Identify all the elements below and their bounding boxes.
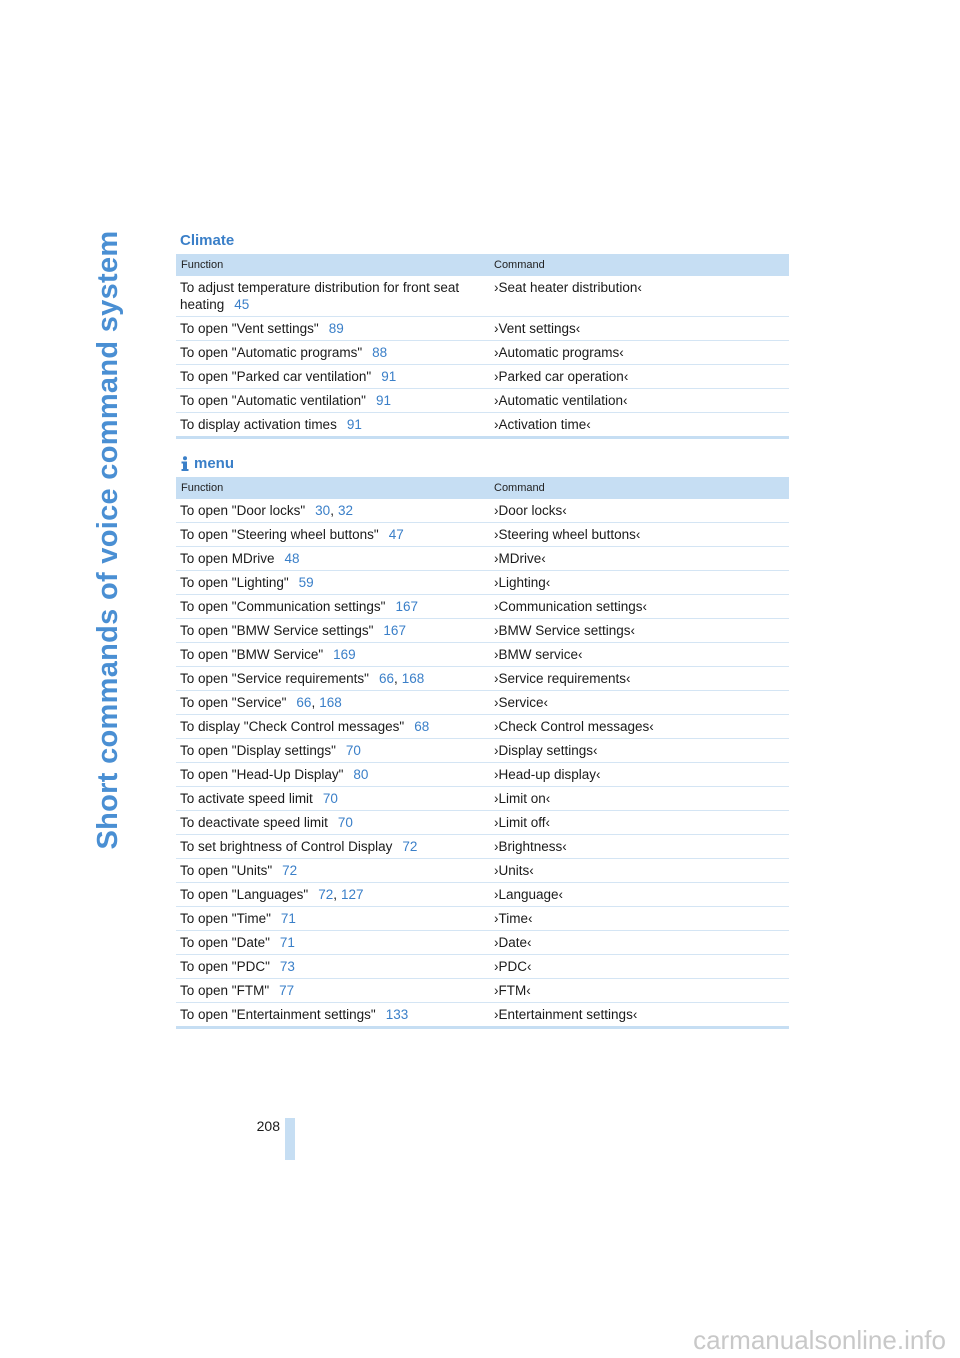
- imenu-table-body: [176, 499, 789, 1028]
- function-cell: [176, 523, 490, 547]
- page-reference-link[interactable]: 71: [280, 911, 296, 926]
- table-row: [176, 643, 789, 667]
- function-text: To set brightness of Control Display: [180, 839, 393, 854]
- function-cell: [176, 835, 490, 859]
- function-cell: [176, 811, 490, 835]
- table-row: [176, 389, 789, 413]
- table-row: [176, 811, 789, 835]
- page-reference-link[interactable]: 70: [337, 815, 353, 830]
- table-row: [176, 955, 789, 979]
- page-reference-link[interactable]: 169: [333, 647, 356, 662]
- command-cell: ›Service‹: [490, 691, 789, 715]
- function-cell: [176, 619, 490, 643]
- function-cell: [176, 715, 490, 739]
- function-text: To open "Head-Up Display": [180, 767, 344, 782]
- function-cell: [176, 763, 490, 787]
- page-ref-separator: ,: [333, 887, 337, 902]
- table-row: [176, 907, 789, 931]
- function-cell: [176, 691, 490, 715]
- page-reference-link[interactable]: 73: [279, 959, 295, 974]
- page-reference-link[interactable]: 66: [296, 695, 312, 710]
- command-cell: ›Activation time‹: [490, 413, 789, 438]
- command-cell: ›Door locks‹: [490, 499, 789, 523]
- command-cell: ›Language‹: [490, 883, 789, 907]
- function-text: To open "Date": [180, 935, 270, 950]
- page-reference-link[interactable]: 168: [401, 671, 425, 686]
- page-reference-link[interactable]: 47: [388, 527, 404, 542]
- function-cell: [176, 413, 490, 438]
- table-row: [176, 931, 789, 955]
- imenu-title: [176, 451, 789, 477]
- command-cell: ›Entertainment settings‹: [490, 1003, 789, 1028]
- page-number: 208: [256, 1118, 280, 1134]
- function-text: To open "Entertainment settings": [180, 1007, 376, 1022]
- climate-section: [176, 228, 789, 439]
- function-cell: [176, 907, 490, 931]
- function-text: To open "Units": [180, 863, 273, 878]
- function-text: To open "Automatic programs": [180, 345, 363, 360]
- command-cell: ›Lighting‹: [490, 571, 789, 595]
- function-cell: [176, 571, 490, 595]
- function-cell: [176, 643, 490, 667]
- page-reference-link[interactable]: 80: [353, 767, 369, 782]
- table-row: [176, 787, 789, 811]
- page-number-bar: [285, 1118, 295, 1160]
- page-ref-separator: ,: [393, 671, 398, 686]
- function-cell: [176, 667, 490, 691]
- function-cell: [176, 883, 490, 907]
- column-header-function: Function: [176, 477, 490, 499]
- table-row: [176, 883, 789, 907]
- imenu-title-text: menu: [194, 455, 235, 472]
- page-reference-link[interactable]: 48: [284, 551, 300, 566]
- command-cell: ›Time‹: [490, 907, 789, 931]
- command-cell: ›Automatic programs‹: [490, 341, 789, 365]
- imenu-section: [176, 451, 789, 1029]
- table-header-row: [176, 477, 789, 499]
- function-text: To open "Vent settings": [180, 321, 319, 336]
- page-reference-link[interactable]: 68: [414, 719, 430, 734]
- function-text: To deactivate speed limit: [180, 815, 328, 830]
- function-text: To open "Automatic ventilation": [180, 393, 366, 408]
- table-row: [176, 1003, 789, 1028]
- function-text: To open "Service requirements": [180, 671, 369, 686]
- table-row: [176, 571, 789, 595]
- page-reference-link[interactable]: 88: [372, 345, 388, 360]
- function-text: To open "BMW Service settings": [180, 623, 374, 638]
- function-text: To open "Languages": [180, 887, 309, 902]
- page-reference-link[interactable]: 66: [378, 671, 394, 686]
- table-row: [176, 595, 789, 619]
- function-cell: [176, 859, 490, 883]
- page-reference-link[interactable]: 89: [328, 321, 344, 336]
- command-cell: ›BMW Service settings‹: [490, 619, 789, 643]
- page-reference-link[interactable]: 133: [385, 1007, 409, 1022]
- watermark: carmanualsonline.info: [693, 1325, 946, 1355]
- table-row: [176, 763, 789, 787]
- page-reference-link[interactable]: 72: [282, 863, 298, 878]
- command-cell: ›MDrive‹: [490, 547, 789, 571]
- command-cell: ›Head-up display‹: [490, 763, 789, 787]
- command-cell: ›PDC‹: [490, 955, 789, 979]
- function-cell: [176, 979, 490, 1003]
- function-text: To open "Door locks": [180, 503, 306, 518]
- command-cell: ›Communication settings‹: [490, 595, 789, 619]
- page-reference-link[interactable]: 70: [345, 743, 361, 758]
- climate-table-body: [176, 276, 789, 438]
- command-cell: ›Vent settings‹: [490, 317, 789, 341]
- page-reference-link[interactable]: 30: [315, 503, 331, 518]
- column-header-command: Command: [490, 477, 789, 499]
- function-cell: [176, 317, 490, 341]
- command-cell: ›Date‹: [490, 931, 789, 955]
- table-row: [176, 499, 789, 523]
- function-cell: [176, 595, 490, 619]
- imenu-table: [176, 477, 789, 1029]
- function-cell: [176, 365, 490, 389]
- function-cell: [176, 276, 490, 317]
- function-text: To open "Steering wheel buttons": [180, 527, 379, 542]
- table-row: [176, 715, 789, 739]
- page-ref-separator: ,: [330, 503, 334, 518]
- page-reference-link[interactable]: 70: [322, 791, 338, 806]
- command-cell: ›Limit on‹: [490, 787, 789, 811]
- page-reference-link[interactable]: 71: [279, 935, 295, 950]
- page-reference-link[interactable]: 91: [381, 369, 397, 384]
- table-row: [176, 619, 789, 643]
- function-text: To open "BMW Service": [180, 647, 324, 662]
- command-cell: ›Seat heater distribution‹: [490, 276, 789, 317]
- page-ref-separator: ,: [311, 695, 316, 710]
- command-cell: ›Display settings‹: [490, 739, 789, 763]
- page-reference-link[interactable]: 32: [337, 503, 353, 518]
- command-cell: ›Brightness‹: [490, 835, 789, 859]
- function-cell: [176, 547, 490, 571]
- table-row: [176, 667, 789, 691]
- table-row: [176, 739, 789, 763]
- function-text: To open "Parked car ventilation": [180, 369, 372, 384]
- page-reference-link[interactable]: 167: [395, 599, 418, 614]
- command-cell: ›Automatic ventilation‹: [490, 389, 789, 413]
- page-reference-link[interactable]: 45: [234, 297, 250, 312]
- page-reference-link[interactable]: 77: [279, 983, 295, 998]
- function-cell: [176, 739, 490, 763]
- page-reference-link[interactable]: 91: [375, 393, 391, 408]
- function-cell: [176, 931, 490, 955]
- function-cell: [176, 389, 490, 413]
- function-text: To display "Check Control messages": [180, 719, 405, 734]
- command-cell: ›Units‹: [490, 859, 789, 883]
- column-header-command: Command: [490, 254, 789, 276]
- page-reference-link[interactable]: 168: [319, 695, 342, 710]
- function-text: To open "PDC": [180, 959, 270, 974]
- table-row: [176, 317, 789, 341]
- table-row: [176, 859, 789, 883]
- page-reference-link[interactable]: 91: [346, 417, 362, 432]
- table-row: [176, 523, 789, 547]
- page-reference-link[interactable]: 72: [318, 887, 334, 902]
- function-text: To activate speed limit: [180, 791, 313, 806]
- function-text: To open "Display settings": [180, 743, 336, 758]
- function-text: To open "Service": [180, 695, 287, 710]
- command-cell: ›Limit off‹: [490, 811, 789, 835]
- function-text: To open "FTM": [180, 983, 270, 998]
- command-cell: ›Check Control messages‹: [490, 715, 789, 739]
- command-cell: ›Steering wheel buttons‹: [490, 523, 789, 547]
- table-row: [176, 341, 789, 365]
- function-text: To open MDrive: [180, 551, 275, 566]
- table-row: [176, 365, 789, 389]
- function-cell: [176, 955, 490, 979]
- table-row: [176, 979, 789, 1003]
- function-text: To open "Lighting": [180, 575, 289, 590]
- side-title-text: Short commands of voice command system: [92, 230, 124, 850]
- table-row: [176, 691, 789, 715]
- command-cell: ›BMW service‹: [490, 643, 789, 667]
- function-text: To display activation times: [180, 417, 337, 432]
- function-cell: [176, 499, 490, 523]
- function-text: To adjust temperature distribution for front seat heating: [180, 280, 460, 312]
- page-reference-link[interactable]: 167: [383, 623, 406, 638]
- table-row: [176, 276, 789, 317]
- table-header-row: [176, 254, 789, 276]
- function-text: To open "Communication settings": [180, 599, 386, 614]
- page-reference-link[interactable]: 127: [341, 887, 364, 902]
- function-cell: [176, 787, 490, 811]
- info-i-icon: [180, 455, 190, 471]
- function-text: To open "Time": [180, 911, 271, 926]
- table-row: [176, 547, 789, 571]
- page-reference-link[interactable]: 72: [402, 839, 418, 854]
- climate-table: [176, 254, 789, 439]
- table-row: [176, 835, 789, 859]
- function-cell: [176, 341, 490, 365]
- function-cell: [176, 1003, 490, 1028]
- climate-title: Climate: [180, 232, 235, 249]
- table-row: [176, 413, 789, 438]
- command-cell: ›Parked car operation‹: [490, 365, 789, 389]
- command-cell: ›Service requirements‹: [490, 667, 789, 691]
- command-cell: ›FTM‹: [490, 979, 789, 1003]
- column-header-function: Function: [176, 254, 490, 276]
- page-reference-link[interactable]: 59: [298, 575, 314, 590]
